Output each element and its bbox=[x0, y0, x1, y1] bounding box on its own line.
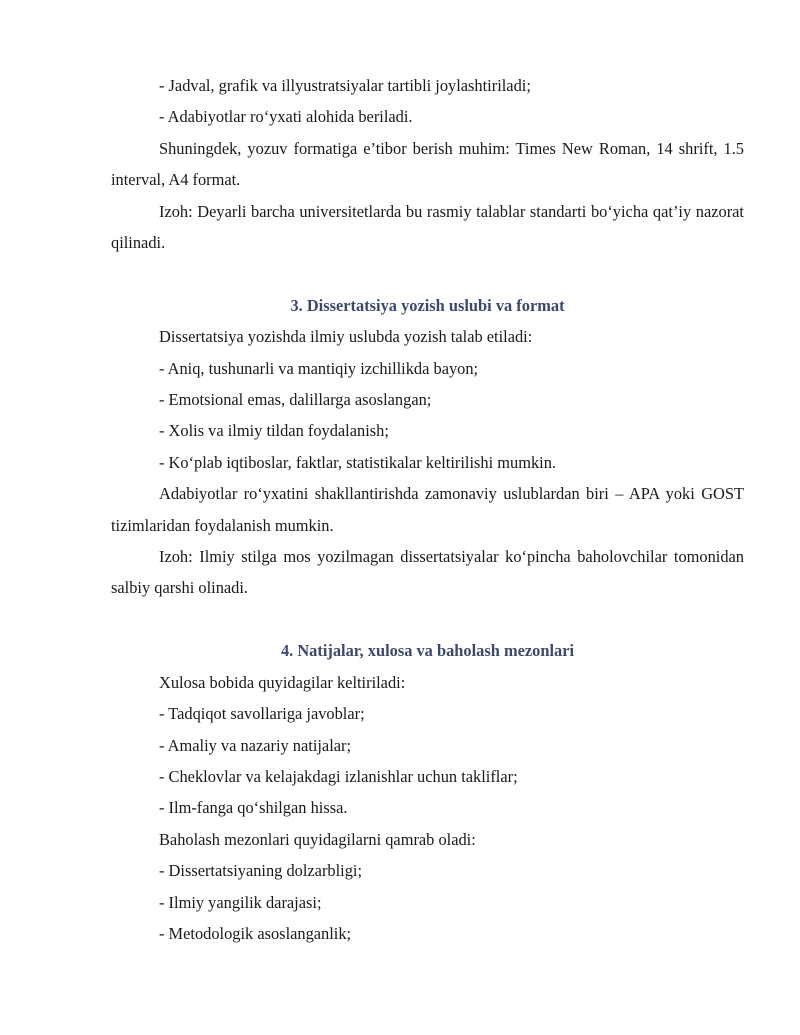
document-page bbox=[111, 70, 744, 949]
list-item: - Ilmiy yangilik darajasi; bbox=[159, 892, 322, 912]
list-item: - Tadqiqot savollariga javoblar; bbox=[159, 704, 365, 724]
list-item: - Adabiyotlar ro‘yxati alohida beriladi. bbox=[159, 107, 413, 127]
list-item: - Dissertatsiyaning dolzarbligi; bbox=[159, 861, 363, 881]
list-item: - Aniq, tushunarli va mantiqiy izchillikda bayon; bbox=[159, 358, 479, 378]
list-item: - Ilm-fanga qo‘shilgan hissa. bbox=[159, 798, 348, 818]
section-spacer bbox=[111, 604, 744, 635]
paragraph: Shuningdek, yozuv formatiga e’tibor berish muhim: Times New Roman, 14 shrift, 1.5 interval, A4 format. bbox=[111, 138, 744, 190]
paragraph: Xulosa bobida quyidagilar keltiriladi: bbox=[159, 672, 406, 692]
paragraph: Dissertatsiya yozishda ilmiy uslubda yozish talab etiladi: bbox=[159, 327, 533, 347]
paragraph: Baholash mezonlari quyidagilarni qamrab oladi: bbox=[159, 829, 476, 849]
list-item: - Cheklovlar va kelajakdagi izlanishlar uchun takliflar; bbox=[159, 766, 518, 786]
list-item: - Jadval, grafik va illyustratsiyalar tartibli joylashtiriladi; bbox=[159, 76, 531, 95]
section-spacer bbox=[111, 258, 744, 289]
section-heading: 3. Dissertatsiya yozish uslubi va format bbox=[290, 295, 565, 315]
paragraph: Adabiyotlar ro‘yxatini shakllantirishda zamonaviy uslublardan biri – APA yoki GOST tizimlaridan foydalanish mumkin. bbox=[111, 484, 744, 535]
list-item: - Amaliy va nazariy natijalar; bbox=[159, 735, 352, 755]
note-paragraph: Izoh: Deyarli barcha universitetlarda bu rasmiy talablar standarti bo‘yicha qat’iy nazorat qilinadi. bbox=[111, 201, 744, 253]
list-item: - Ko‘plab iqtiboslar, faktlar, statistikalar keltirilishi mumkin. bbox=[159, 452, 556, 472]
list-item: - Metodologik asoslanganlik; bbox=[159, 923, 352, 943]
note-paragraph: Izoh: Ilmiy stilga mos yozilmagan dissertatsiyalar ko‘pincha baholovchilar tomonidan salbiy qarshi olinadi. bbox=[111, 547, 744, 598]
section-heading: 4. Natijalar, xulosa va baholash mezonlari bbox=[280, 641, 575, 661]
list-item: - Emotsional emas, dalillarga asoslangan; bbox=[159, 390, 432, 410]
list-item: - Xolis va ilmiy tildan foydalanish; bbox=[159, 421, 389, 441]
